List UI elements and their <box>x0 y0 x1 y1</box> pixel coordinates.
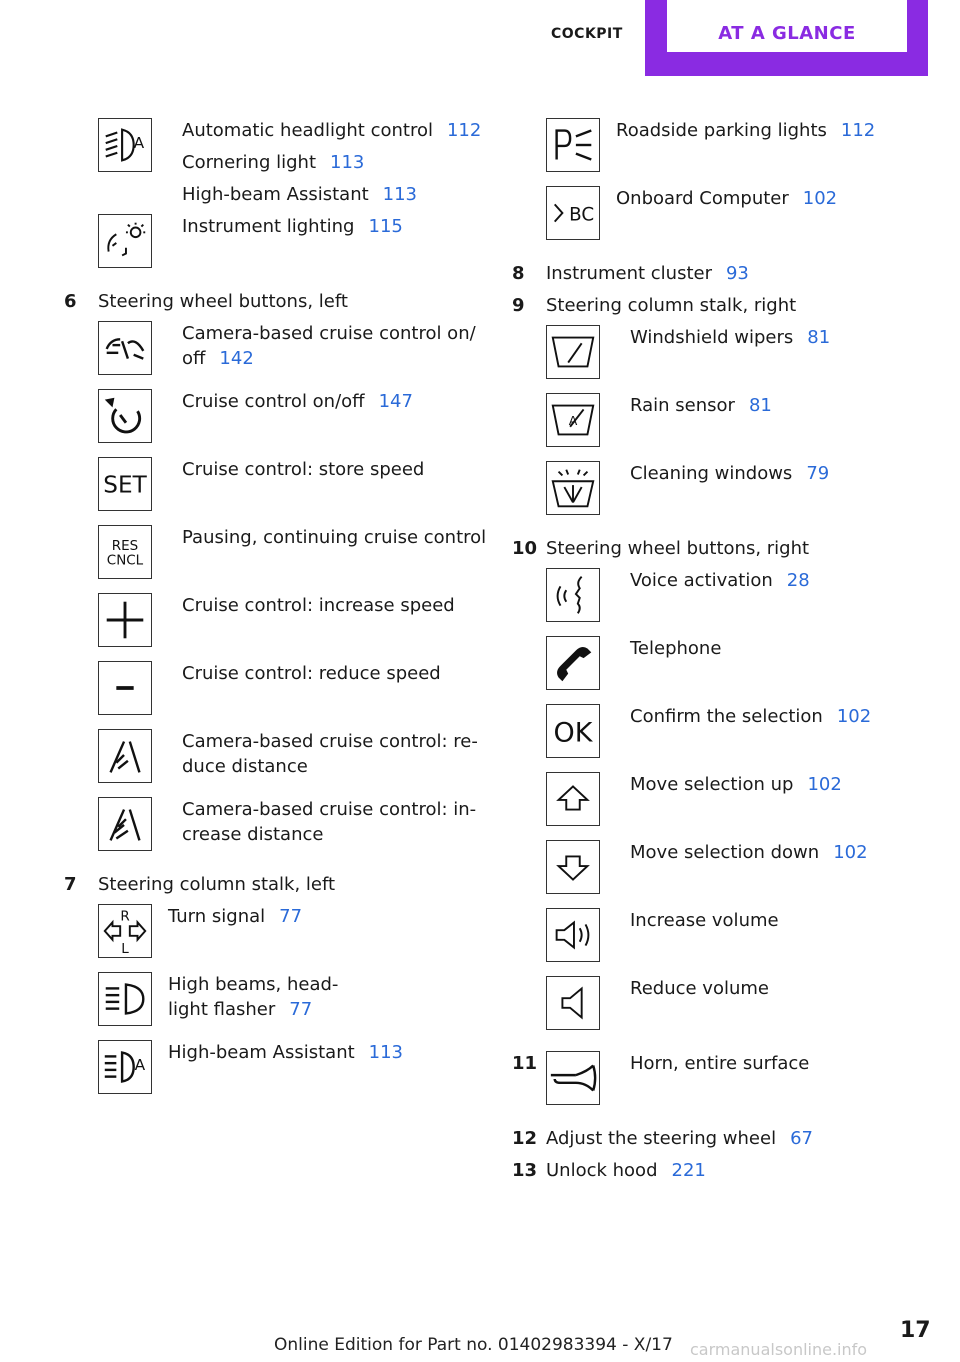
section-title: Instrument cluster 93 <box>546 263 749 284</box>
svg-text:BC: BC <box>569 204 595 226</box>
page-ref-link[interactable]: 147 <box>378 391 413 412</box>
parking-lights-icon <box>546 118 600 172</box>
reduce-distance-icon <box>98 729 152 783</box>
store-speed-text: Cruise control: store speed <box>182 459 425 480</box>
page-ref-link[interactable]: 79 <box>806 463 830 484</box>
chapter-tab-label: AT A GLANCE <box>667 0 907 52</box>
page-ref-link[interactable]: 81 <box>748 395 772 416</box>
section-number: 12 <box>512 1128 538 1149</box>
section-number: 10 <box>512 538 538 559</box>
svg-text:A: A <box>568 412 578 428</box>
instrument-lighting-icon <box>98 214 152 268</box>
turn-signal-icon <box>98 904 152 958</box>
section-title: Steering wheel buttons, right <box>546 538 810 559</box>
page-ref-link[interactable]: 28 <box>786 570 810 591</box>
high-beam-assistant-text: High-beam Assistant 113 <box>168 1042 404 1063</box>
cleaning-windows-text: Cleaning windows 79 <box>630 463 830 484</box>
windshield-wipers-text: Windshield wipers 81 <box>630 327 831 348</box>
section-title: Adjust the steering wheel 67 <box>546 1128 813 1149</box>
page-ref-link[interactable]: 115 <box>368 216 403 237</box>
pause-continue-text: Pausing, continuing cruise control <box>182 527 487 548</box>
section-title: Steering wheel buttons, left <box>98 291 348 312</box>
svg-text:L: L <box>121 941 129 957</box>
page-ref-link[interactable]: 81 <box>807 327 831 348</box>
watermark: carmanualsonline.info <box>690 1340 868 1359</box>
high-beam-assistant-icon <box>98 1040 152 1094</box>
page-ref-link[interactable]: 113 <box>382 184 418 205</box>
svg-text:A: A <box>134 1055 146 1074</box>
high-beam-text: High beams, head- light flasher 77 <box>168 974 339 1020</box>
section-number: 9 <box>512 295 525 316</box>
page-ref-link[interactable]: 112 <box>840 120 876 141</box>
parking-lights-text: Roadside parking lights 112 <box>616 120 876 141</box>
move-up-text: Move selection up 102 <box>630 774 842 795</box>
page-ref-link[interactable]: 93 <box>725 263 749 284</box>
high-beam-assistant-text: High-beam Assistant 113 <box>182 184 418 205</box>
section-number: 6 <box>64 291 77 312</box>
cruise-control-icon <box>98 389 152 443</box>
page-ref-link[interactable]: 77 <box>289 999 313 1020</box>
page-ref-link[interactable]: 113 <box>330 152 365 173</box>
page-ref-link[interactable]: 102 <box>807 774 842 795</box>
arrow-down-icon <box>546 840 600 894</box>
footer-edition: Online Edition for Part no. 01402983394 - X/17 <box>274 1335 673 1355</box>
svg-text:R: R <box>120 908 130 925</box>
svg-text:CNCL: CNCL <box>106 552 144 569</box>
clean-windows-icon <box>546 461 600 515</box>
svg-text:OK: OK <box>553 717 593 749</box>
increase-distance-text: Camera-based cruise control: in- crease distance <box>182 799 477 845</box>
auto-headlight-icon <box>98 118 152 172</box>
reduce-distance-text: Camera-based cruise control: re- duce distance <box>182 731 478 777</box>
horn-text: Horn, entire surface <box>630 1053 810 1074</box>
page-ref-link[interactable]: 77 <box>279 906 303 927</box>
increase-speed-text: Cruise control: increase speed <box>182 595 455 616</box>
auto-headlight-text: Automatic headlight control 112 <box>182 120 482 141</box>
onboard-computer-text: Onboard Computer 102 <box>616 188 838 209</box>
volume-down-icon <box>546 976 600 1030</box>
camera-cruise-onoff-text: Camera-based cruise control on/ off 142 <box>182 323 476 369</box>
page-ref-link[interactable]: 102 <box>802 188 838 209</box>
high-beam-icon <box>98 972 152 1026</box>
page-ref-link[interactable]: 142 <box>219 348 254 369</box>
set-button-icon <box>98 457 152 511</box>
page-number: 17 <box>900 1318 931 1343</box>
page-ref-link[interactable]: 112 <box>446 120 482 141</box>
cruise-onoff-text: Cruise control on/off 147 <box>182 391 413 412</box>
section-title: Steering column stalk, left <box>98 874 336 895</box>
ok-button-icon <box>546 704 600 758</box>
res-cncl-icon <box>98 525 152 579</box>
volume-up-icon <box>546 908 600 962</box>
section-number: 7 <box>64 874 77 895</box>
rain-sensor-text: Rain sensor 81 <box>630 395 772 416</box>
voice-activation-text: Voice activation 28 <box>630 570 810 591</box>
reduce-speed-text: Cruise control: reduce speed <box>182 663 441 684</box>
section-title: Steering column stalk, right <box>546 295 797 316</box>
voice-activation-icon <box>546 568 600 622</box>
section-title: Unlock hood 221 <box>546 1160 706 1181</box>
increase-distance-icon <box>98 797 152 851</box>
confirm-selection-text: Confirm the selection 102 <box>630 706 872 727</box>
chapter-tab[interactable] <box>645 0 928 76</box>
page-ref-link[interactable]: 221 <box>671 1160 706 1181</box>
section-number: 13 <box>512 1160 538 1181</box>
rain-sensor-icon <box>546 393 600 447</box>
svg-text:RES: RES <box>111 538 139 555</box>
page-ref-link[interactable]: 102 <box>836 706 872 727</box>
arrow-up-icon <box>546 772 600 826</box>
increase-volume-text: Increase volume <box>630 910 779 931</box>
reduce-volume-text: Reduce volume <box>630 978 769 999</box>
camera-cruise-icon <box>98 321 152 375</box>
horn-icon <box>546 1051 600 1105</box>
turn-signal-text: Turn signal 77 <box>168 906 303 927</box>
minus-icon <box>98 661 152 715</box>
instrument-lighting-text: Instrument lighting 115 <box>182 216 403 237</box>
page-ref-link[interactable]: 102 <box>833 842 868 863</box>
plus-icon <box>98 593 152 647</box>
icon-letter-a: A <box>133 133 145 152</box>
page-ref-link[interactable]: 67 <box>790 1128 813 1149</box>
telephone-text: Telephone <box>630 638 722 659</box>
page-ref-link[interactable]: 113 <box>368 1042 404 1063</box>
telephone-icon <box>546 636 600 690</box>
section-number: 11 <box>512 1053 538 1074</box>
onboard-computer-icon <box>546 186 600 240</box>
section-number: 8 <box>512 263 525 284</box>
move-down-text: Move selection down 102 <box>630 842 868 863</box>
windshield-wiper-icon <box>546 325 600 379</box>
cornering-light-text: Cornering light 113 <box>182 152 365 173</box>
section-label: COCKPIT <box>551 26 623 42</box>
svg-text:SET: SET <box>103 472 147 499</box>
